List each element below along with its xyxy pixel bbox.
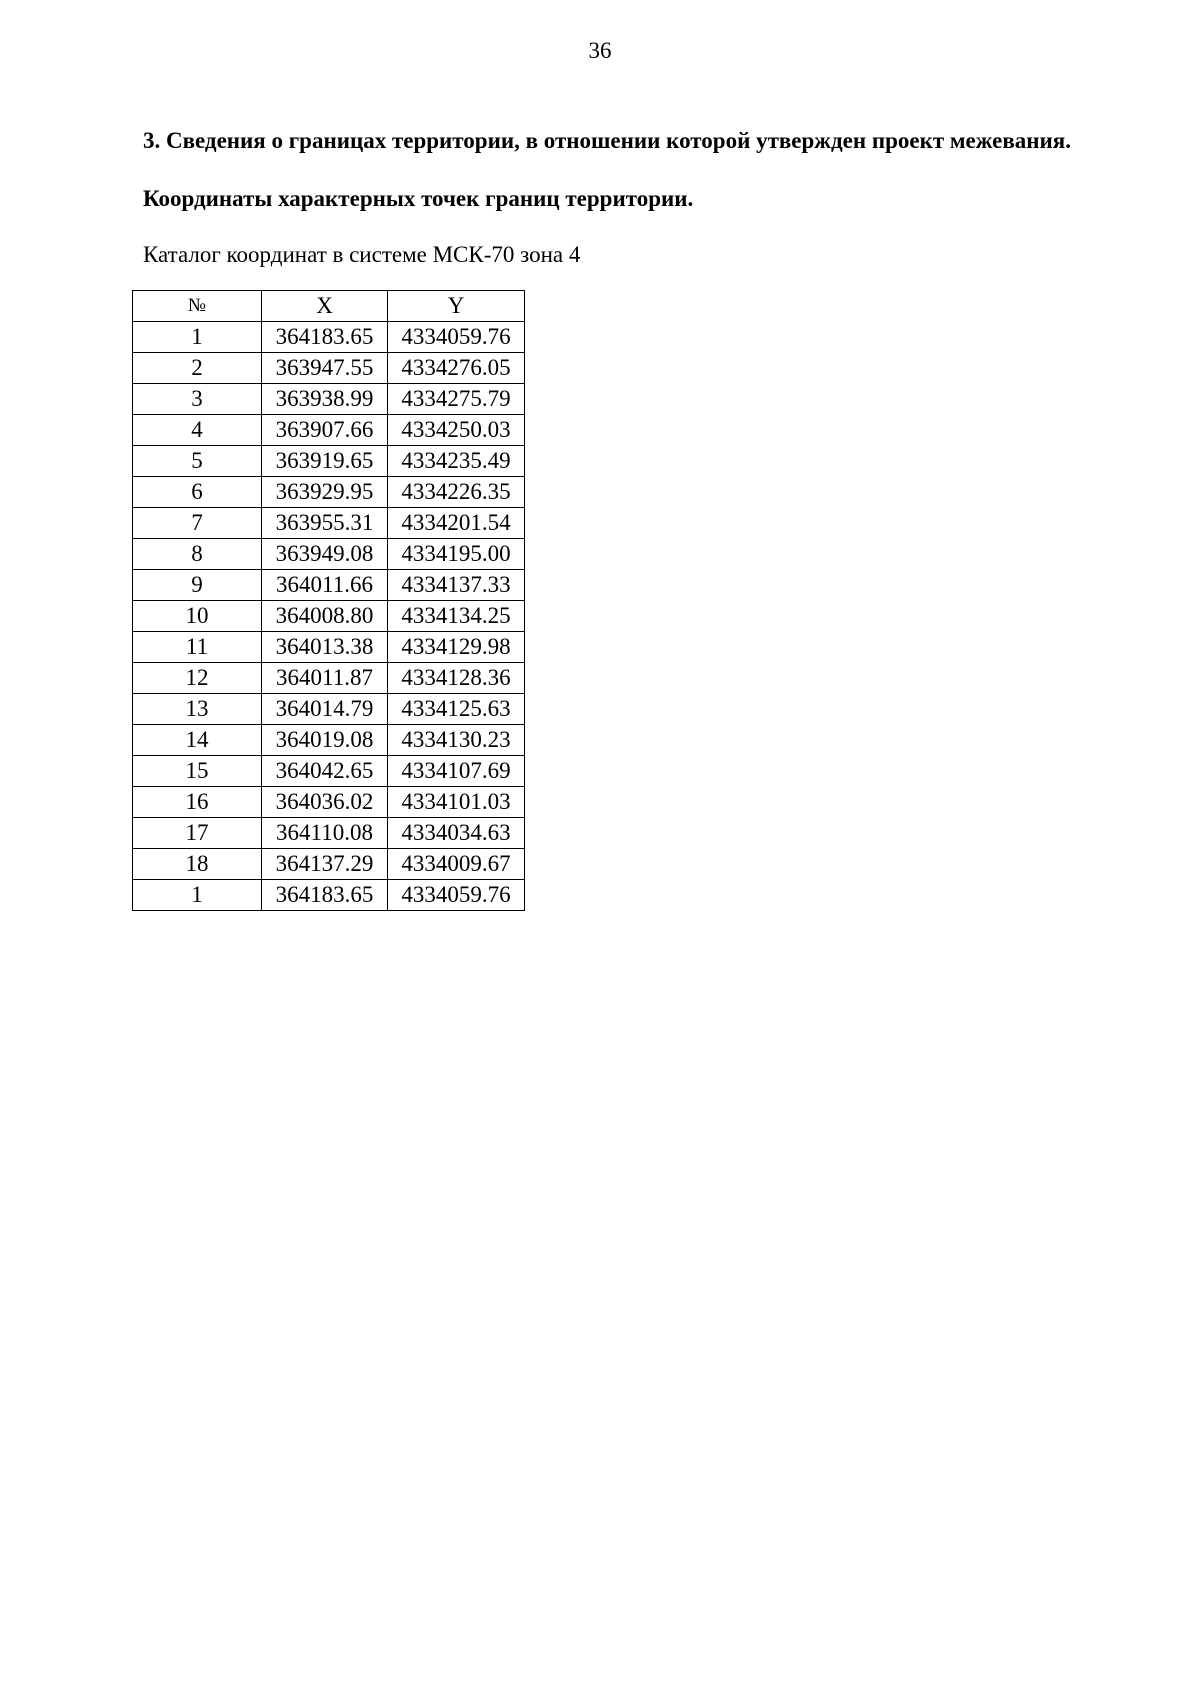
- table-row: [133, 322, 525, 353]
- cell-x: 363919.65: [262, 446, 388, 477]
- table-row: [133, 446, 525, 477]
- table-row: [133, 663, 525, 694]
- cell-y: 4334125.63: [388, 694, 525, 725]
- cell-number: 15: [133, 756, 262, 787]
- cell-y: 4334059.76: [388, 880, 525, 911]
- table-row: [133, 353, 525, 384]
- cell-x: 364011.87: [262, 663, 388, 694]
- cell-x: 364013.38: [262, 632, 388, 663]
- cell-number: 11: [133, 632, 262, 663]
- cell-y: 4334130.23: [388, 725, 525, 756]
- table-row: [133, 694, 525, 725]
- cell-number: 10: [133, 601, 262, 632]
- table-row: [133, 849, 525, 880]
- cell-number: 18: [133, 849, 262, 880]
- table-body: [133, 322, 525, 911]
- table-row: [133, 508, 525, 539]
- cell-number: 5: [133, 446, 262, 477]
- cell-y: 4334137.33: [388, 570, 525, 601]
- cell-y: 4334107.69: [388, 756, 525, 787]
- catalog-caption: Каталог координат в системе МСК-70 зона 4: [143, 242, 581, 267]
- cell-number: 7: [133, 508, 262, 539]
- cell-y: 4334129.98: [388, 632, 525, 663]
- header-number: №: [133, 291, 262, 322]
- cell-number: 12: [133, 663, 262, 694]
- cell-x: 363949.08: [262, 539, 388, 570]
- table-row: [133, 756, 525, 787]
- table-row: [133, 415, 525, 446]
- cell-number: 17: [133, 818, 262, 849]
- cell-x: 364042.65: [262, 756, 388, 787]
- cell-x: 363955.31: [262, 508, 388, 539]
- cell-x: 364019.08: [262, 725, 388, 756]
- cell-y: 4334201.54: [388, 508, 525, 539]
- cell-y: 4334275.79: [388, 384, 525, 415]
- cell-x: 364008.80: [262, 601, 388, 632]
- cell-number: 4: [133, 415, 262, 446]
- cell-y: 4334101.03: [388, 787, 525, 818]
- cell-y: 4334250.03: [388, 415, 525, 446]
- cell-x: 363929.95: [262, 477, 388, 508]
- cell-x: 364014.79: [262, 694, 388, 725]
- cell-number: 3: [133, 384, 262, 415]
- cell-number: 2: [133, 353, 262, 384]
- cell-number: 9: [133, 570, 262, 601]
- table-row: [133, 570, 525, 601]
- table-row: [133, 725, 525, 756]
- table-row: [133, 477, 525, 508]
- header-y: Y: [388, 291, 525, 322]
- cell-y: 4334226.35: [388, 477, 525, 508]
- header-x: X: [262, 291, 388, 322]
- cell-number: 14: [133, 725, 262, 756]
- cell-x: 364183.65: [262, 322, 388, 353]
- cell-number: 1: [133, 880, 262, 911]
- cell-number: 1: [133, 322, 262, 353]
- cell-y: 4334009.67: [388, 849, 525, 880]
- table-header-row: [133, 291, 525, 322]
- cell-y: 4334059.76: [388, 322, 525, 353]
- section-title: 3. Сведения о границах территории, в отношении которой утвержден проект межевания.: [143, 128, 1071, 153]
- cell-x: 364137.29: [262, 849, 388, 880]
- cell-x: 364036.02: [262, 787, 388, 818]
- cell-x: 364011.66: [262, 570, 388, 601]
- subsection-title: Координаты характерных точек границ территории.: [143, 186, 694, 211]
- cell-x: 363938.99: [262, 384, 388, 415]
- cell-y: 4334195.00: [388, 539, 525, 570]
- table-row: [133, 384, 525, 415]
- cell-number: 8: [133, 539, 262, 570]
- cell-y: 4334134.25: [388, 601, 525, 632]
- cell-x: 363907.66: [262, 415, 388, 446]
- table-row: [133, 632, 525, 663]
- cell-number: 13: [133, 694, 262, 725]
- cell-y: 4334235.49: [388, 446, 525, 477]
- coordinates-table: [132, 290, 525, 911]
- cell-x: 364183.65: [262, 880, 388, 911]
- table-row: [133, 818, 525, 849]
- table-row: [133, 880, 525, 911]
- table-row: [133, 787, 525, 818]
- cell-x: 363947.55: [262, 353, 388, 384]
- cell-y: 4334128.36: [388, 663, 525, 694]
- cell-y: 4334034.63: [388, 818, 525, 849]
- cell-y: 4334276.05: [388, 353, 525, 384]
- table-row: [133, 601, 525, 632]
- table-row: [133, 539, 525, 570]
- cell-x: 364110.08: [262, 818, 388, 849]
- cell-number: 16: [133, 787, 262, 818]
- page-number: 36: [588, 38, 612, 63]
- cell-number: 6: [133, 477, 262, 508]
